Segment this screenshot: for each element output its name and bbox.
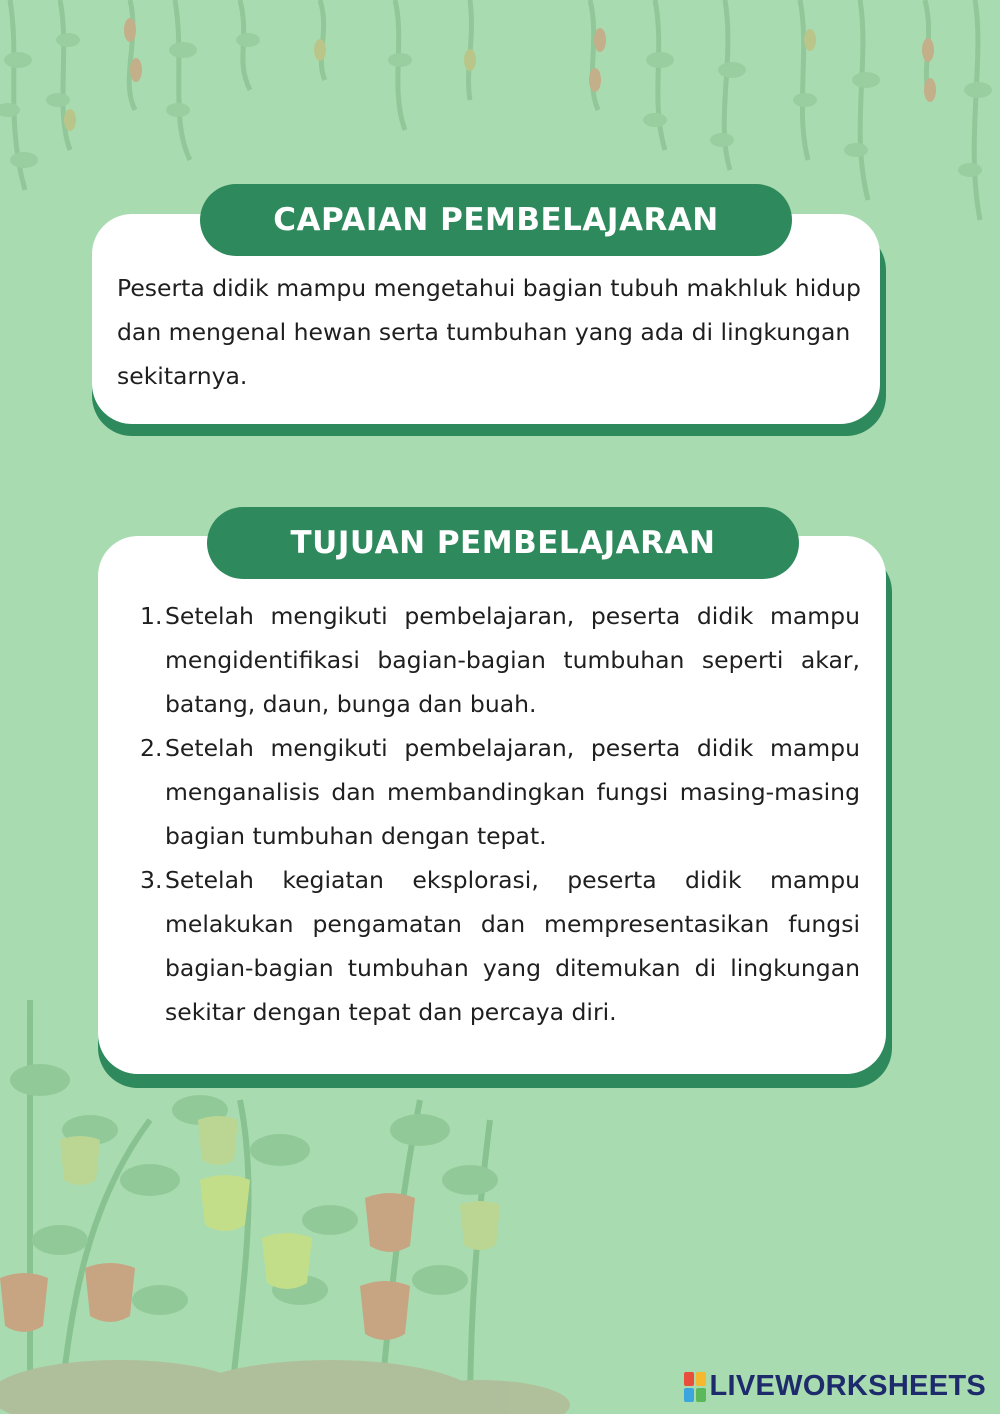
- list-item-text: Setelah mengikuti pembelajaran, peserta didik mampu menganalisis dan membandingkan fungsi masing-masing bagian tumbuhan dengan tepat.: [165, 734, 860, 850]
- capaian-text: Peserta didik mampu mengetahui bagian tubuh makhluk hidup dan mengenal hewan serta tumbuhan yang ada di lingkungan sekitarnya.: [117, 274, 861, 390]
- brand-name: LIVEWORKSHEETS: [709, 1370, 986, 1402]
- list-item: [140, 726, 860, 858]
- liveworksheets-brand[interactable]: [684, 1370, 987, 1403]
- list-item-text: Setelah mengikuti pembelajaran, peserta didik mampu mengidentifikasi bagian-bagian tumbuhan seperti akar, batang, daun, bunga dan buah.: [165, 602, 860, 718]
- tujuan-list: [140, 594, 860, 1034]
- capaian-title: CAPAIAN PEMBELAJARAN: [200, 184, 792, 256]
- list-item-number: 1.: [140, 602, 163, 630]
- list-item: [140, 594, 860, 726]
- list-item-number: 3.: [140, 866, 163, 894]
- list-item-number: 2.: [140, 734, 163, 762]
- tujuan-title: TUJUAN PEMBELAJARAN: [207, 507, 799, 579]
- liveworksheets-logo-icon: [684, 1372, 706, 1402]
- list-item: [140, 858, 860, 1034]
- list-item-text: Setelah kegiatan eksplorasi, peserta didik mampu melakukan pengamatan dan mempresentasikan fungsi bagian-bagian tumbuhan yang ditemukan di lingkungan sekitar dengan tepat dan percaya diri.: [165, 866, 860, 1026]
